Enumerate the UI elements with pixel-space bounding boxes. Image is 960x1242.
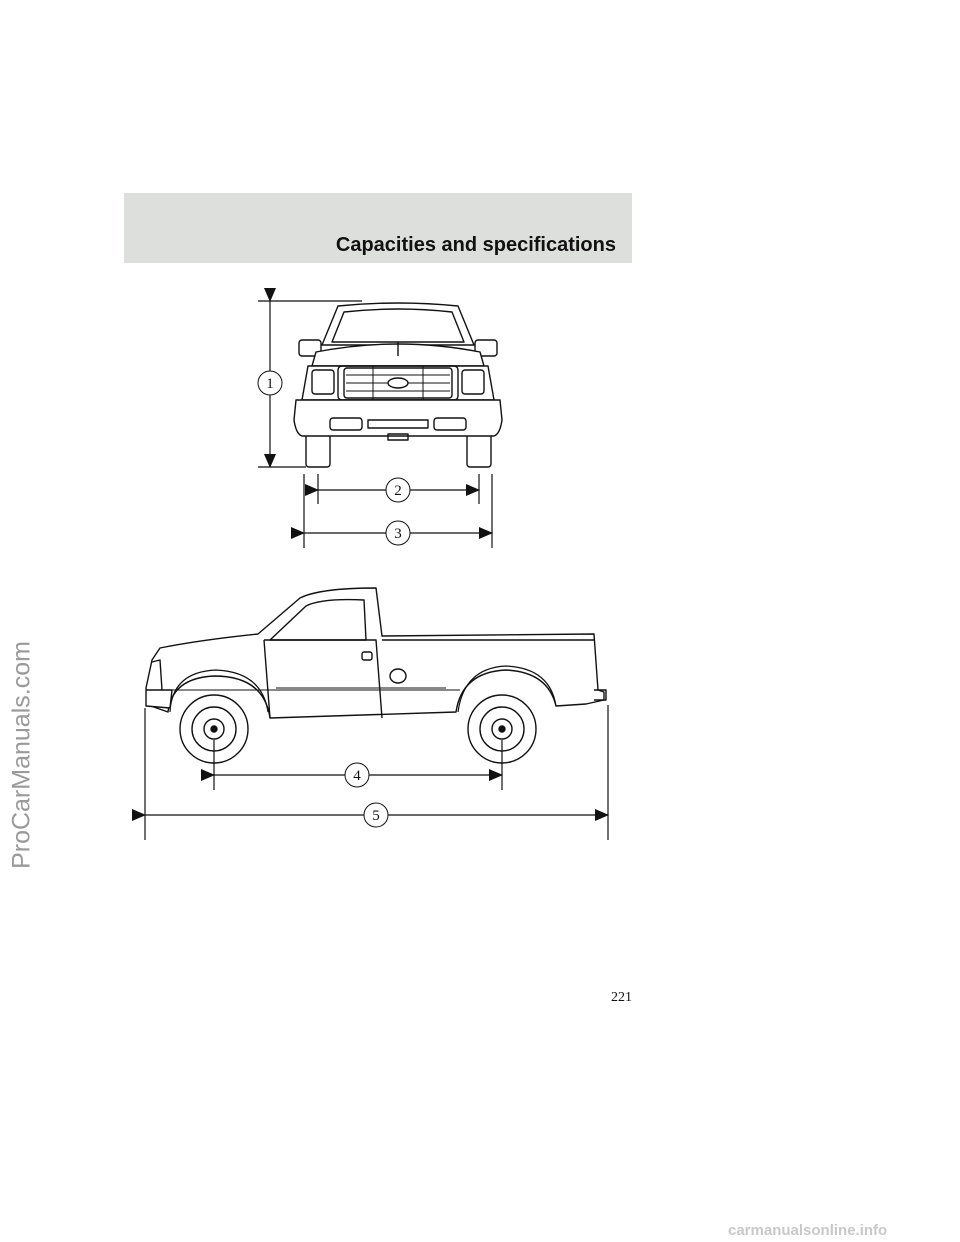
svg-text:3: 3	[394, 526, 402, 542]
bottom-watermark: carmanualsonline.info	[728, 1222, 888, 1239]
svg-text:2: 2	[394, 483, 402, 499]
callout-1	[258, 371, 282, 395]
callout-4	[345, 763, 369, 787]
callout-3	[386, 521, 410, 545]
truck-front-view	[294, 303, 502, 467]
truck-side-view	[146, 588, 606, 763]
svg-text:5: 5	[372, 808, 380, 824]
svg-text:1: 1	[266, 376, 274, 392]
page-number: 221	[611, 990, 632, 1005]
callout-2	[386, 478, 410, 502]
callout-5	[364, 803, 388, 827]
svg-text:4: 4	[353, 768, 361, 784]
side-watermark	[2, 475, 42, 1035]
side-watermark-text: ProCarManuals.com	[7, 641, 36, 869]
section-title: Capacities and specifications	[335, 234, 616, 256]
